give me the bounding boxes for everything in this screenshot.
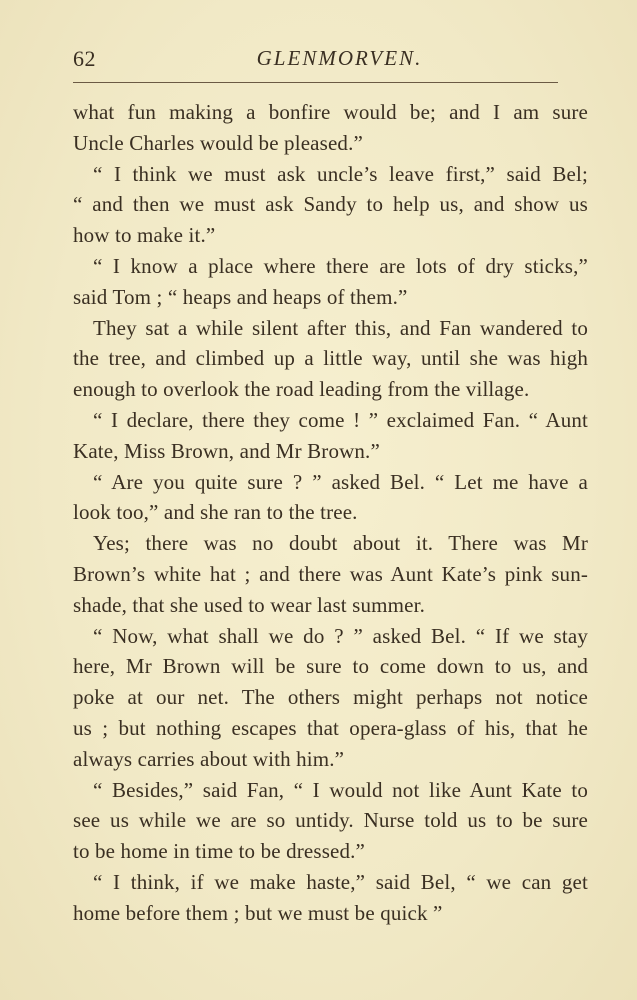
text-line: us ; but nothing escapes that opera-glass of his, that he xyxy=(73,715,588,740)
text-line: what fun making a bonfire would be; and I am sure xyxy=(73,100,588,124)
text-line: to be home in time to be dressed.” xyxy=(73,839,366,864)
text-line: Uncle Charles would be pleased.” xyxy=(73,130,363,155)
text-line: “ and then we must ask Sandy to help us, and show us xyxy=(73,192,588,217)
text-line: “ I know a place where there are lots of dry sticks,” xyxy=(93,253,588,278)
header-rule xyxy=(73,82,558,83)
text-line: the tree, and climbed up a little way, until she was high xyxy=(73,346,588,371)
text-line: “ I declare, there they come ! ” exclaimed Fan. “ Aunt xyxy=(93,407,588,432)
text-line: “ Besides,” said Fan, “ I would not like Aunt Kate to xyxy=(93,777,588,802)
page-header xyxy=(73,46,588,76)
text-line: “ Now, what shall we do ? ” asked Bel. “ If we stay xyxy=(93,623,588,648)
text-line: Brown’s white hat ; and there was Aunt Kate’s pink sun- xyxy=(73,561,588,586)
text-line: “ I think, if we make haste,” said Bel, “ we can get xyxy=(93,869,588,894)
text-line: poke at our net. The others might perhaps not notice xyxy=(73,685,588,710)
page-number: 62 xyxy=(73,46,96,71)
text-line: said Tom ; “ heaps and heaps of them.” xyxy=(73,284,408,309)
body-text xyxy=(73,97,588,929)
text-line: shade, that she used to wear last summer. xyxy=(73,592,425,617)
text-line: home before them ; but we must be quick ” xyxy=(73,900,443,925)
text-line: look too,” and she ran to the tree. xyxy=(73,500,358,525)
text-line: always carries about with him.” xyxy=(73,746,345,771)
text-line: Yes; there was no doubt about it. There was Mr xyxy=(93,531,588,556)
text-line: “ Are you quite sure ? ” asked Bel. “ Let me have a xyxy=(93,469,588,494)
text-line: see us while we are so untidy. Nurse told us to be sure xyxy=(73,808,588,833)
text-line: “ I think we must ask uncle’s leave first,” said Bel; xyxy=(93,161,588,186)
text-line: enough to overlook the road leading from the village. xyxy=(73,377,530,402)
text-line: They sat a while silent after this, and Fan wandered to xyxy=(93,315,588,340)
text-line: here, Mr Brown will be sure to come down to us, and xyxy=(73,654,588,679)
text-line: Kate, Miss Brown, and Mr Brown.” xyxy=(73,438,380,463)
text-line: how to make it.” xyxy=(73,223,216,248)
running-title: GLENMORVEN. xyxy=(256,46,423,70)
